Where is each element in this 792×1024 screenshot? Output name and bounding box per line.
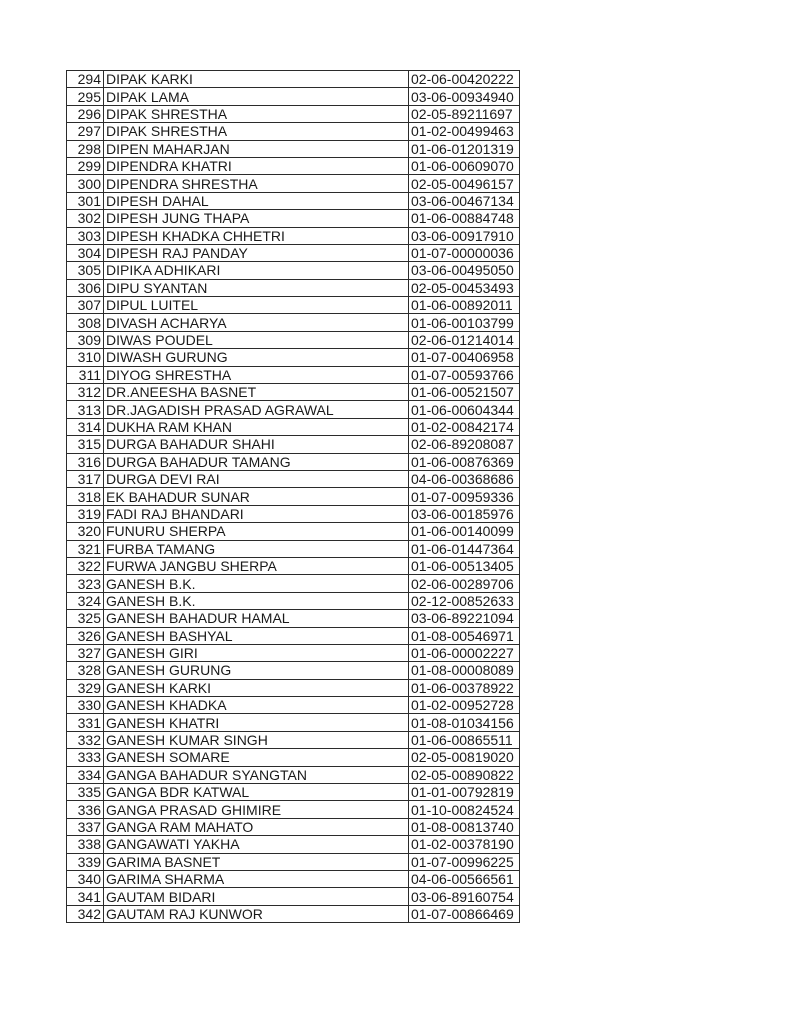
name-cell: DIPAK LAMA — [104, 88, 409, 105]
table-row — [67, 210, 520, 227]
name-cell: GANGAWATI YAKHA — [104, 836, 409, 853]
table-row — [67, 818, 520, 835]
name-cell: GANGA PRASAD GHIMIRE — [104, 801, 409, 818]
serial-number-cell: 337 — [67, 818, 104, 835]
serial-number-cell: 319 — [67, 505, 104, 522]
name-cell: GANESH GURUNG — [104, 662, 409, 679]
table-row — [67, 714, 520, 731]
table-row — [67, 870, 520, 887]
name-cell: GANGA BDR KATWAL — [104, 784, 409, 801]
table-row — [67, 192, 520, 209]
serial-number-cell: 334 — [67, 766, 104, 783]
table-row — [67, 662, 520, 679]
code-cell: 03-06-00185976 — [409, 505, 520, 522]
code-cell: 01-06-00002227 — [409, 644, 520, 661]
code-cell: 04-06-00566561 — [409, 870, 520, 887]
code-cell: 01-06-00140099 — [409, 523, 520, 540]
code-cell: 03-06-89160754 — [409, 888, 520, 905]
name-cell: DURGA BAHADUR SHAHI — [104, 436, 409, 453]
code-cell: 01-10-00824524 — [409, 801, 520, 818]
table-row — [67, 366, 520, 383]
code-cell: 01-07-00996225 — [409, 853, 520, 870]
code-cell: 02-12-00852633 — [409, 592, 520, 609]
table-row — [67, 123, 520, 140]
name-list-table — [66, 70, 520, 923]
table-row — [67, 557, 520, 574]
name-cell: FUNURU SHERPA — [104, 523, 409, 540]
code-cell: 02-05-00819020 — [409, 749, 520, 766]
serial-number-cell: 312 — [67, 384, 104, 401]
name-cell: GANESH BAHADUR HAMAL — [104, 610, 409, 627]
name-cell: DIYOG SHRESTHA — [104, 366, 409, 383]
name-cell: FADI RAJ BHANDARI — [104, 505, 409, 522]
name-cell: DUKHA RAM KHAN — [104, 418, 409, 435]
name-cell: DIWAS POUDEL — [104, 331, 409, 348]
table-row — [67, 314, 520, 331]
code-cell: 01-06-01201319 — [409, 140, 520, 157]
table-row — [67, 175, 520, 192]
table-row — [67, 244, 520, 261]
code-cell: 01-02-00842174 — [409, 418, 520, 435]
serial-number-cell: 324 — [67, 592, 104, 609]
serial-number-cell: 309 — [67, 331, 104, 348]
name-cell: DURGA BAHADUR TAMANG — [104, 453, 409, 470]
table-row — [67, 384, 520, 401]
code-cell: 01-06-00865511 — [409, 731, 520, 748]
serial-number-cell: 332 — [67, 731, 104, 748]
code-cell: 02-06-89208087 — [409, 436, 520, 453]
table-row — [67, 888, 520, 905]
table-row — [67, 540, 520, 557]
name-cell: DIPAK SHRESTHA — [104, 105, 409, 122]
code-cell: 01-07-00406958 — [409, 349, 520, 366]
name-cell: DIPU SYANTAN — [104, 279, 409, 296]
serial-number-cell: 304 — [67, 244, 104, 261]
code-cell: 03-06-00917910 — [409, 227, 520, 244]
code-cell: 01-08-00008089 — [409, 662, 520, 679]
table-row — [67, 453, 520, 470]
name-cell: DR.JAGADISH PRASAD AGRAWAL — [104, 401, 409, 418]
serial-number-cell: 323 — [67, 575, 104, 592]
name-cell: GANESH KARKI — [104, 679, 409, 696]
name-cell: GANESH B.K. — [104, 592, 409, 609]
name-cell: GANESH KUMAR SINGH — [104, 731, 409, 748]
table-row — [67, 801, 520, 818]
serial-number-cell: 327 — [67, 644, 104, 661]
code-cell: 03-06-89221094 — [409, 610, 520, 627]
serial-number-cell: 335 — [67, 784, 104, 801]
code-cell: 01-02-00499463 — [409, 123, 520, 140]
table-row — [67, 140, 520, 157]
serial-number-cell: 308 — [67, 314, 104, 331]
serial-number-cell: 305 — [67, 262, 104, 279]
code-cell: 01-08-00546971 — [409, 627, 520, 644]
serial-number-cell: 331 — [67, 714, 104, 731]
serial-number-cell: 333 — [67, 749, 104, 766]
table-row — [67, 505, 520, 522]
code-cell: 01-06-00892011 — [409, 297, 520, 314]
code-cell: 01-06-00378922 — [409, 679, 520, 696]
table-row — [67, 592, 520, 609]
serial-number-cell: 321 — [67, 540, 104, 557]
code-cell: 01-07-00866469 — [409, 905, 520, 922]
table-row — [67, 731, 520, 748]
name-cell: EK BAHADUR SUNAR — [104, 488, 409, 505]
name-cell: GAUTAM BIDARI — [104, 888, 409, 905]
serial-number-cell: 298 — [67, 140, 104, 157]
name-cell: GARIMA BASNET — [104, 853, 409, 870]
serial-number-cell: 314 — [67, 418, 104, 435]
name-cell: GANESH KHADKA — [104, 697, 409, 714]
serial-number-cell: 311 — [67, 366, 104, 383]
name-cell: GANESH KHATRI — [104, 714, 409, 731]
code-cell: 02-06-00420222 — [409, 71, 520, 88]
serial-number-cell: 303 — [67, 227, 104, 244]
name-cell: GARIMA SHARMA — [104, 870, 409, 887]
code-cell: 02-05-89211697 — [409, 105, 520, 122]
code-cell: 01-06-00103799 — [409, 314, 520, 331]
table-row — [67, 279, 520, 296]
serial-number-cell: 315 — [67, 436, 104, 453]
table-row — [67, 88, 520, 105]
serial-number-cell: 322 — [67, 557, 104, 574]
code-cell: 01-06-00884748 — [409, 210, 520, 227]
code-cell: 03-06-00467134 — [409, 192, 520, 209]
name-cell: DIVASH ACHARYA — [104, 314, 409, 331]
name-cell: DIPUL LUITEL — [104, 297, 409, 314]
table-row — [67, 470, 520, 487]
serial-number-cell: 297 — [67, 123, 104, 140]
table-row — [67, 297, 520, 314]
name-cell: DIPESH DAHAL — [104, 192, 409, 209]
serial-number-cell: 316 — [67, 453, 104, 470]
serial-number-cell: 306 — [67, 279, 104, 296]
serial-number-cell: 339 — [67, 853, 104, 870]
code-cell: 02-05-00496157 — [409, 175, 520, 192]
serial-number-cell: 307 — [67, 297, 104, 314]
name-cell: GANGA RAM MAHATO — [104, 818, 409, 835]
name-cell: DIPIKA ADHIKARI — [104, 262, 409, 279]
name-cell: DIPAK KARKI — [104, 71, 409, 88]
code-cell: 01-01-00792819 — [409, 784, 520, 801]
table-row — [67, 71, 520, 88]
name-cell: FURBA TAMANG — [104, 540, 409, 557]
name-cell: DIPESH KHADKA CHHETRI — [104, 227, 409, 244]
serial-number-cell: 310 — [67, 349, 104, 366]
code-cell: 03-06-00495050 — [409, 262, 520, 279]
code-cell: 01-07-00593766 — [409, 366, 520, 383]
table-row — [67, 523, 520, 540]
name-cell: DIPAK SHRESTHA — [104, 123, 409, 140]
name-cell: DIWASH GURUNG — [104, 349, 409, 366]
serial-number-cell: 320 — [67, 523, 104, 540]
serial-number-cell: 317 — [67, 470, 104, 487]
serial-number-cell: 299 — [67, 157, 104, 174]
table-row — [67, 853, 520, 870]
code-cell: 01-06-00876369 — [409, 453, 520, 470]
name-cell: GANESH GIRI — [104, 644, 409, 661]
serial-number-cell: 341 — [67, 888, 104, 905]
code-cell: 02-05-00890822 — [409, 766, 520, 783]
serial-number-cell: 318 — [67, 488, 104, 505]
table-row — [67, 105, 520, 122]
code-cell: 01-02-00378190 — [409, 836, 520, 853]
name-cell: DURGA DEVI RAI — [104, 470, 409, 487]
serial-number-cell: 294 — [67, 71, 104, 88]
table-body — [67, 71, 520, 923]
name-cell: DR.ANEESHA BASNET — [104, 384, 409, 401]
table-row — [67, 766, 520, 783]
code-cell: 04-06-00368686 — [409, 470, 520, 487]
table-row — [67, 627, 520, 644]
code-cell: 01-02-00952728 — [409, 697, 520, 714]
table-row — [67, 644, 520, 661]
serial-number-cell: 328 — [67, 662, 104, 679]
name-cell: DIPENDRA SHRESTHA — [104, 175, 409, 192]
code-cell: 01-06-00521507 — [409, 384, 520, 401]
code-cell: 01-06-00609070 — [409, 157, 520, 174]
table-row — [67, 436, 520, 453]
serial-number-cell: 342 — [67, 905, 104, 922]
serial-number-cell: 302 — [67, 210, 104, 227]
table-row — [67, 227, 520, 244]
code-cell: 01-07-00959336 — [409, 488, 520, 505]
serial-number-cell: 340 — [67, 870, 104, 887]
table-row — [67, 679, 520, 696]
serial-number-cell: 329 — [67, 679, 104, 696]
code-cell: 02-05-00453493 — [409, 279, 520, 296]
name-cell: GANESH BASHYAL — [104, 627, 409, 644]
name-cell: GANESH B.K. — [104, 575, 409, 592]
table-row — [67, 836, 520, 853]
table-row — [67, 401, 520, 418]
serial-number-cell: 325 — [67, 610, 104, 627]
serial-number-cell: 326 — [67, 627, 104, 644]
code-cell: 01-06-00604344 — [409, 401, 520, 418]
name-cell: DIPEN MAHARJAN — [104, 140, 409, 157]
table-row — [67, 575, 520, 592]
name-cell: GANGA BAHADUR SYANGTAN — [104, 766, 409, 783]
serial-number-cell: 296 — [67, 105, 104, 122]
code-cell: 01-07-00000036 — [409, 244, 520, 261]
table-row — [67, 784, 520, 801]
table-row — [67, 610, 520, 627]
table-row — [67, 262, 520, 279]
code-cell: 01-08-00813740 — [409, 818, 520, 835]
serial-number-cell: 313 — [67, 401, 104, 418]
code-cell: 01-06-00513405 — [409, 557, 520, 574]
table-row — [67, 331, 520, 348]
table-row — [67, 418, 520, 435]
serial-number-cell: 330 — [67, 697, 104, 714]
code-cell: 02-06-01214014 — [409, 331, 520, 348]
table-row — [67, 905, 520, 922]
name-cell: FURWA JANGBU SHERPA — [104, 557, 409, 574]
code-cell: 01-06-01447364 — [409, 540, 520, 557]
table-row — [67, 157, 520, 174]
serial-number-cell: 336 — [67, 801, 104, 818]
serial-number-cell: 300 — [67, 175, 104, 192]
serial-number-cell: 301 — [67, 192, 104, 209]
code-cell: 01-08-01034156 — [409, 714, 520, 731]
table-row — [67, 749, 520, 766]
table-row — [67, 488, 520, 505]
code-cell: 02-06-00289706 — [409, 575, 520, 592]
name-cell: DIPENDRA KHATRI — [104, 157, 409, 174]
table-row — [67, 349, 520, 366]
code-cell: 03-06-00934940 — [409, 88, 520, 105]
name-cell: DIPESH JUNG THAPA — [104, 210, 409, 227]
name-cell: DIPESH RAJ PANDAY — [104, 244, 409, 261]
serial-number-cell: 295 — [67, 88, 104, 105]
name-cell: GAUTAM RAJ KUNWOR — [104, 905, 409, 922]
serial-number-cell: 338 — [67, 836, 104, 853]
name-cell: GANESH SOMARE — [104, 749, 409, 766]
table-row — [67, 697, 520, 714]
